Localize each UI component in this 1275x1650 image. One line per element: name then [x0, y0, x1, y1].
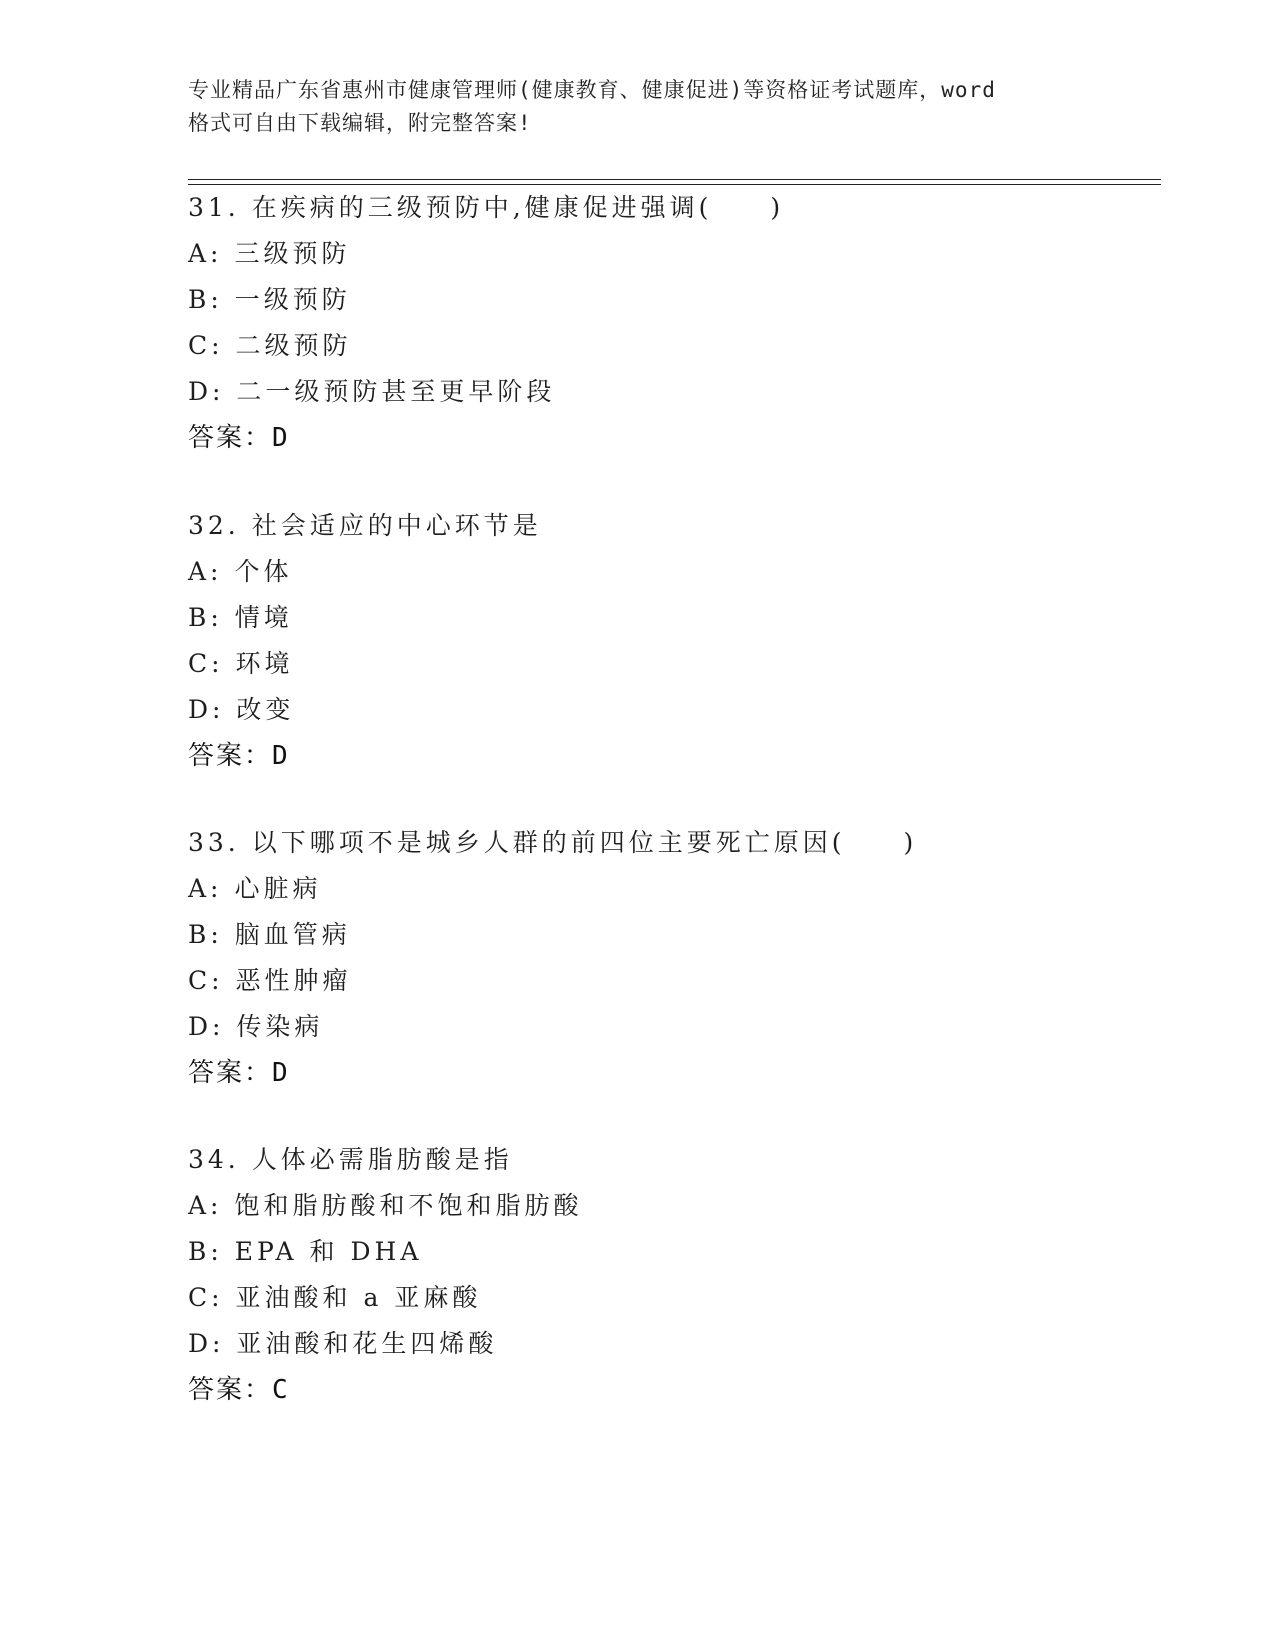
- answer-line: [188, 415, 1148, 461]
- header-line-2: 格式可自由下载编辑，附完整答案!: [188, 111, 532, 135]
- option-text: 亚油酸和 a 亚麻酸: [235, 1283, 482, 1312]
- answer-value: D: [272, 741, 288, 771]
- option-text: EPA 和 DHA: [234, 1237, 423, 1266]
- answer-value: D: [272, 1058, 288, 1088]
- option-text: 改变: [236, 695, 295, 724]
- option-text: 二一级预防甚至更早阶段: [236, 377, 556, 406]
- option-letter: C:: [188, 966, 224, 995]
- answer-line: [188, 1050, 1148, 1096]
- answer-value: C: [272, 1375, 288, 1405]
- option-text: 传染病: [236, 1012, 324, 1041]
- question-stem: 34. 人体必需脂肪酸是指: [188, 1145, 513, 1174]
- option-text: 环境: [235, 649, 294, 678]
- option-letter: C:: [188, 331, 224, 360]
- option-text: 三级预防: [234, 239, 351, 268]
- option-text: 脑血管病: [234, 920, 351, 949]
- answer-label: 答案：: [188, 1375, 273, 1405]
- option-letter: B:: [188, 920, 223, 949]
- option-text: 饱和脂肪酸和不饱和脂肪酸: [234, 1191, 583, 1220]
- option-letter: D:: [188, 695, 225, 724]
- option-c: [188, 323, 1148, 369]
- option-letter: A:: [188, 874, 223, 903]
- option-letter: B:: [188, 1237, 223, 1266]
- option-d: [188, 1321, 1148, 1367]
- option-letter: A:: [188, 557, 223, 586]
- header-line-1: 专业精品广东省惠州市健康管理师(健康教育、健康促进)等资格证考试题库，word: [188, 78, 996, 102]
- option-text: 情境: [234, 603, 293, 632]
- question-31: [188, 185, 1148, 461]
- header-divider-top: [188, 179, 1161, 180]
- option-c: [188, 641, 1148, 687]
- option-a: [188, 1183, 1148, 1229]
- option-c: [188, 958, 1148, 1004]
- question-34: [188, 1137, 1148, 1413]
- option-c: [188, 1275, 1148, 1321]
- option-text: 亚油酸和花生四烯酸: [236, 1329, 498, 1358]
- answer-label: 答案：: [188, 423, 273, 453]
- option-letter: D:: [188, 377, 225, 406]
- option-letter: D:: [188, 1012, 225, 1041]
- option-text: 一级预防: [234, 285, 351, 314]
- option-letter: A:: [188, 239, 223, 268]
- option-letter: D:: [188, 1329, 225, 1358]
- answer-label: 答案：: [188, 741, 273, 771]
- option-a: [188, 231, 1148, 277]
- option-letter: B:: [188, 285, 223, 314]
- option-d: [188, 369, 1148, 415]
- option-letter: C:: [188, 1283, 224, 1312]
- option-d: [188, 687, 1148, 733]
- option-letter: C:: [188, 649, 224, 678]
- question-stem: 32. 社会适应的中心环节是: [188, 511, 542, 540]
- option-text: 恶性肿瘤: [235, 966, 352, 995]
- option-text: 心脏病: [234, 874, 322, 903]
- question-32: [188, 503, 1148, 779]
- option-letter: B:: [188, 603, 223, 632]
- option-d: [188, 1004, 1148, 1050]
- option-text: 二级预防: [235, 331, 352, 360]
- option-b: [188, 277, 1148, 323]
- option-a: [188, 866, 1148, 912]
- option-text: 个体: [234, 557, 293, 586]
- answer-line: [188, 1367, 1148, 1413]
- question-stem: 31. 在疾病的三级预防中,健康促进强调( ): [188, 193, 785, 222]
- option-b: [188, 595, 1148, 641]
- option-a: [188, 549, 1148, 595]
- answer-label: 答案：: [188, 1058, 273, 1088]
- question-stem: 33. 以下哪项不是城乡人群的前四位主要死亡原因( ): [188, 828, 918, 857]
- option-b: [188, 1229, 1148, 1275]
- question-33: [188, 820, 1148, 1096]
- answer-value: D: [272, 423, 288, 453]
- document-header: [188, 74, 1088, 140]
- answer-line: [188, 733, 1148, 779]
- option-letter: A:: [188, 1191, 223, 1220]
- option-b: [188, 912, 1148, 958]
